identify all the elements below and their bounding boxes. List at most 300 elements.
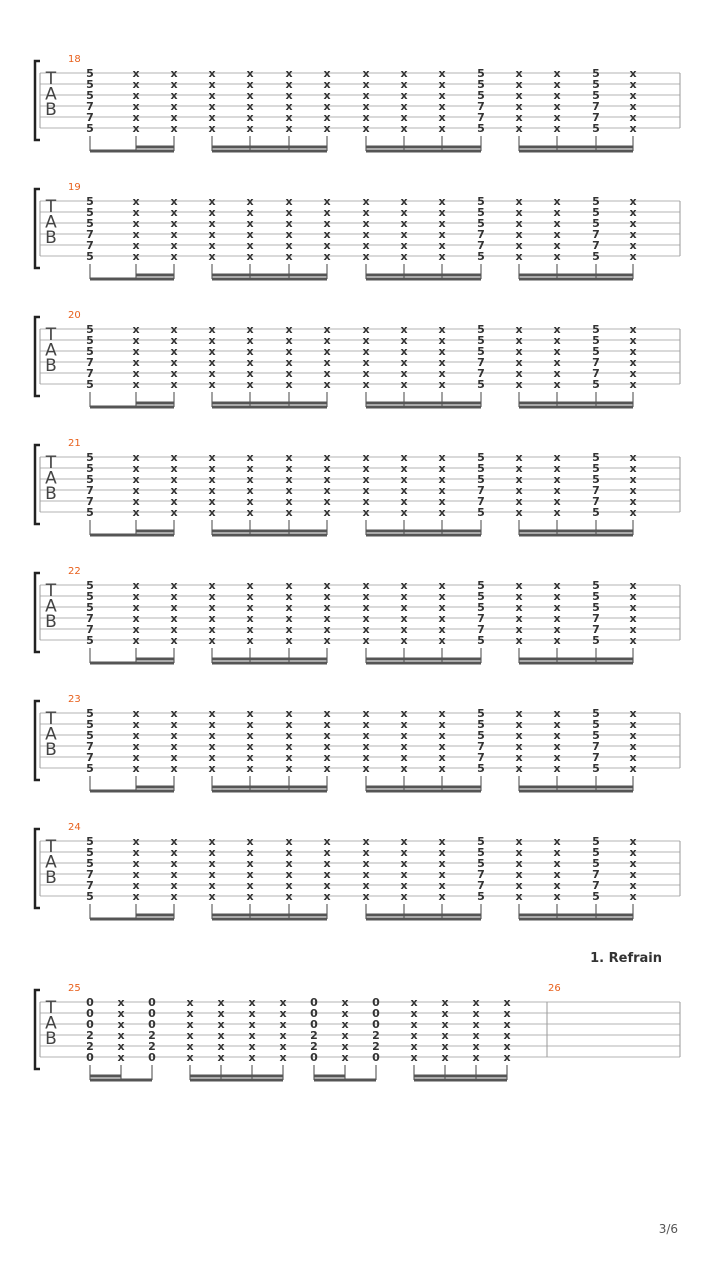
dead-note: x: [208, 506, 216, 519]
fret-number: 5: [86, 67, 94, 80]
dead-note: x: [208, 78, 216, 91]
dead-note: x: [132, 345, 140, 358]
fret-number: 5: [477, 579, 485, 592]
dead-note: x: [117, 1051, 125, 1064]
beam: [519, 790, 633, 793]
tab-clef-letter: A: [45, 596, 57, 617]
dead-note: x: [438, 762, 446, 775]
dead-note: x: [117, 996, 125, 1009]
dead-note: x: [400, 323, 408, 336]
dead-note: x: [285, 100, 293, 113]
dead-note: x: [362, 122, 370, 135]
fret-number: 7: [86, 495, 94, 508]
dead-note: x: [362, 484, 370, 497]
beam: [366, 530, 481, 533]
dead-note: x: [503, 1029, 511, 1042]
beam: [90, 1075, 121, 1078]
fret-number: 5: [477, 718, 485, 731]
dead-note: x: [246, 111, 254, 124]
dead-note: x: [400, 890, 408, 903]
fret-number: 5: [477, 378, 485, 391]
dead-note: x: [246, 729, 254, 742]
dead-note: x: [132, 367, 140, 380]
fret-number: 5: [477, 835, 485, 848]
fret-number: 0: [372, 1007, 380, 1020]
dead-note: x: [186, 1018, 194, 1031]
fret-number: 0: [86, 996, 94, 1009]
dead-note: x: [279, 996, 287, 1009]
dead-note: x: [208, 345, 216, 358]
dead-note: x: [170, 462, 178, 475]
measure-number: 24: [68, 822, 81, 833]
dead-note: x: [246, 473, 254, 486]
fret-number: 7: [477, 356, 485, 369]
dead-note: x: [515, 879, 523, 892]
dead-note: x: [438, 634, 446, 647]
fret-number: 5: [477, 323, 485, 336]
dead-note: x: [553, 239, 561, 252]
dead-note: x: [246, 100, 254, 113]
dead-note: x: [170, 740, 178, 753]
dead-note: x: [362, 835, 370, 848]
dead-note: x: [285, 89, 293, 102]
dead-note: x: [248, 1029, 256, 1042]
tab-clef-letter: T: [45, 69, 57, 89]
dead-note: x: [515, 762, 523, 775]
beam: [519, 918, 633, 921]
dead-note: x: [438, 195, 446, 208]
fret-number: 5: [477, 890, 485, 903]
dead-note: x: [503, 1051, 511, 1064]
tab-clef-letter: T: [45, 998, 57, 1018]
dead-note: x: [553, 195, 561, 208]
system-bracket: [35, 61, 40, 140]
dead-note: x: [629, 195, 637, 208]
dead-note: x: [438, 100, 446, 113]
dead-note: x: [170, 506, 178, 519]
fret-number: 5: [592, 579, 600, 592]
dead-note: x: [132, 111, 140, 124]
beam: [519, 146, 633, 149]
beam: [136, 402, 174, 405]
dead-note: x: [438, 579, 446, 592]
dead-note: x: [400, 345, 408, 358]
dead-note: x: [132, 612, 140, 625]
dead-note: x: [208, 356, 216, 369]
dead-note: x: [170, 623, 178, 636]
dead-note: x: [441, 1029, 449, 1042]
beam: [136, 146, 174, 149]
dead-note: x: [438, 495, 446, 508]
fret-number: 5: [86, 890, 94, 903]
dead-note: x: [246, 751, 254, 764]
beam: [90, 918, 174, 921]
dead-note: x: [515, 451, 523, 464]
measure-number: 23: [68, 694, 81, 705]
dead-note: x: [400, 78, 408, 91]
fret-number: 7: [592, 228, 600, 241]
dead-note: x: [515, 239, 523, 252]
fret-number: 7: [477, 100, 485, 113]
dead-note: x: [285, 67, 293, 80]
fret-number: 5: [477, 217, 485, 230]
dead-note: x: [323, 67, 331, 80]
fret-number: 5: [477, 762, 485, 775]
beam: [366, 150, 481, 153]
dead-note: x: [441, 1018, 449, 1031]
fret-number: 5: [592, 634, 600, 647]
fret-number: 7: [86, 612, 94, 625]
dead-note: x: [362, 762, 370, 775]
dead-note: x: [362, 751, 370, 764]
dead-note: x: [400, 762, 408, 775]
dead-note: x: [323, 367, 331, 380]
dead-note: x: [362, 506, 370, 519]
dead-note: x: [323, 111, 331, 124]
tab-clef-letter: B: [45, 228, 57, 248]
dead-note: x: [362, 89, 370, 102]
dead-note: x: [285, 623, 293, 636]
tab-clef-letter: A: [45, 84, 57, 105]
dead-note: x: [438, 111, 446, 124]
dead-note: x: [438, 89, 446, 102]
dead-note: x: [170, 345, 178, 358]
dead-note: x: [132, 356, 140, 369]
dead-note: x: [515, 868, 523, 881]
fret-number: 5: [592, 857, 600, 870]
dead-note: x: [438, 473, 446, 486]
system-bracket: [35, 317, 40, 396]
beam: [519, 658, 633, 661]
fret-number: 7: [592, 100, 600, 113]
dead-note: x: [246, 590, 254, 603]
fret-number: 5: [592, 67, 600, 80]
dead-note: x: [438, 484, 446, 497]
dead-note: x: [208, 451, 216, 464]
beam: [90, 278, 174, 281]
section-label: 1. Refrain: [590, 951, 662, 966]
dead-note: x: [553, 356, 561, 369]
dead-note: x: [248, 1040, 256, 1053]
dead-note: x: [132, 334, 140, 347]
dead-note: x: [515, 835, 523, 848]
dead-note: x: [400, 356, 408, 369]
fret-number: 5: [592, 78, 600, 91]
dead-note: x: [117, 1029, 125, 1042]
dead-note: x: [629, 506, 637, 519]
fret-number: 7: [477, 111, 485, 124]
dead-note: x: [323, 634, 331, 647]
dead-note: x: [132, 462, 140, 475]
tab-clef-letter: T: [45, 709, 57, 729]
dead-note: x: [362, 879, 370, 892]
beam: [366, 658, 481, 661]
dead-note: x: [208, 111, 216, 124]
fret-number: 0: [148, 996, 156, 1009]
dead-note: x: [629, 612, 637, 625]
dead-note: x: [246, 612, 254, 625]
dead-note: x: [362, 718, 370, 731]
dead-note: x: [323, 835, 331, 848]
dead-note: x: [208, 634, 216, 647]
dead-note: x: [285, 890, 293, 903]
dead-note: x: [170, 451, 178, 464]
dead-note: x: [208, 835, 216, 848]
beam: [136, 530, 174, 533]
dead-note: x: [362, 473, 370, 486]
dead-note: x: [323, 334, 331, 347]
fret-number: 5: [592, 206, 600, 219]
dead-note: x: [553, 601, 561, 614]
dead-note: x: [246, 323, 254, 336]
dead-note: x: [285, 879, 293, 892]
dead-note: x: [515, 217, 523, 230]
fret-number: 5: [592, 89, 600, 102]
fret-number: 5: [592, 462, 600, 475]
dead-note: x: [208, 740, 216, 753]
dead-note: x: [553, 217, 561, 230]
dead-note: x: [362, 228, 370, 241]
dead-note: x: [515, 122, 523, 135]
dead-note: x: [515, 579, 523, 592]
fret-number: 2: [86, 1040, 94, 1053]
dead-note: x: [341, 996, 349, 1009]
dead-note: x: [323, 707, 331, 720]
fret-number: 7: [86, 239, 94, 252]
dead-note: x: [285, 451, 293, 464]
dead-note: x: [246, 601, 254, 614]
tab-clef-letter: A: [45, 852, 57, 873]
dead-note: x: [362, 378, 370, 391]
dead-note: x: [400, 740, 408, 753]
dead-note: x: [279, 1040, 287, 1053]
dead-note: x: [323, 78, 331, 91]
dead-note: x: [248, 1051, 256, 1064]
dead-note: x: [217, 996, 225, 1009]
dead-note: x: [132, 122, 140, 135]
beam: [190, 1075, 283, 1078]
dead-note: x: [208, 601, 216, 614]
tab-clef-letter: T: [45, 581, 57, 601]
page-number: 3/6: [658, 1222, 678, 1236]
beam: [366, 786, 481, 789]
dead-note: x: [285, 206, 293, 219]
beam: [519, 530, 633, 533]
fret-number: 5: [477, 707, 485, 720]
tab-clef-letter: A: [45, 1013, 57, 1034]
fret-number: 5: [592, 707, 600, 720]
tab-clef-letter: B: [45, 100, 57, 120]
fret-number: 5: [86, 122, 94, 135]
dead-note: x: [400, 868, 408, 881]
dead-note: x: [285, 378, 293, 391]
dead-note: x: [117, 1007, 125, 1020]
fret-number: 7: [592, 484, 600, 497]
fret-number: 5: [477, 846, 485, 859]
dead-note: x: [515, 495, 523, 508]
beam: [136, 658, 174, 661]
dead-note: x: [246, 367, 254, 380]
beam: [519, 662, 633, 665]
dead-note: x: [515, 367, 523, 380]
fret-number: 7: [477, 228, 485, 241]
dead-note: x: [132, 707, 140, 720]
dead-note: x: [438, 323, 446, 336]
dead-note: x: [515, 195, 523, 208]
dead-note: x: [400, 601, 408, 614]
dead-note: x: [170, 890, 178, 903]
dead-note: x: [285, 740, 293, 753]
dead-note: x: [515, 111, 523, 124]
fret-number: 7: [86, 111, 94, 124]
dead-note: x: [208, 890, 216, 903]
dead-note: x: [629, 484, 637, 497]
dead-note: x: [629, 228, 637, 241]
fret-number: 5: [477, 462, 485, 475]
fret-number: 5: [592, 473, 600, 486]
fret-number: 0: [372, 1051, 380, 1064]
fret-number: 7: [592, 239, 600, 252]
dead-note: x: [186, 1029, 194, 1042]
tab-clef-letter: B: [45, 356, 57, 376]
measure-number: 19: [68, 182, 81, 193]
dead-note: x: [438, 122, 446, 135]
dead-note: x: [629, 89, 637, 102]
dead-note: x: [629, 451, 637, 464]
dead-note: x: [323, 623, 331, 636]
dead-note: x: [170, 67, 178, 80]
dead-note: x: [362, 111, 370, 124]
dead-note: x: [323, 729, 331, 742]
dead-note: x: [362, 707, 370, 720]
fret-number: 5: [86, 762, 94, 775]
dead-note: x: [323, 250, 331, 263]
dead-note: x: [438, 67, 446, 80]
dead-note: x: [170, 484, 178, 497]
fret-number: 5: [86, 195, 94, 208]
system-bracket: [35, 573, 40, 652]
fret-number: 7: [477, 751, 485, 764]
dead-note: x: [208, 762, 216, 775]
dead-note: x: [208, 623, 216, 636]
system-bracket: [35, 189, 40, 268]
beam: [414, 1075, 507, 1078]
dead-note: x: [553, 250, 561, 263]
fret-number: 0: [86, 1007, 94, 1020]
dead-note: x: [553, 100, 561, 113]
beam: [90, 150, 174, 153]
dead-note: x: [246, 250, 254, 263]
dead-note: x: [410, 1040, 418, 1053]
dead-note: x: [208, 590, 216, 603]
dead-note: x: [553, 590, 561, 603]
dead-note: x: [323, 879, 331, 892]
dead-note: x: [323, 857, 331, 870]
tab-clef-letter: A: [45, 340, 57, 361]
dead-note: x: [285, 846, 293, 859]
dead-note: x: [362, 612, 370, 625]
dead-note: x: [441, 1040, 449, 1053]
dead-note: x: [400, 89, 408, 102]
fret-number: 7: [477, 623, 485, 636]
fret-number: 5: [592, 345, 600, 358]
dead-note: x: [362, 367, 370, 380]
dead-note: x: [323, 579, 331, 592]
dead-note: x: [132, 879, 140, 892]
dead-note: x: [553, 623, 561, 636]
dead-note: x: [629, 473, 637, 486]
dead-note: x: [323, 890, 331, 903]
fret-number: 5: [477, 729, 485, 742]
dead-note: x: [629, 345, 637, 358]
dead-note: x: [132, 451, 140, 464]
dead-note: x: [515, 334, 523, 347]
dead-note: x: [132, 100, 140, 113]
dead-note: x: [170, 579, 178, 592]
dead-note: x: [285, 334, 293, 347]
dead-note: x: [208, 729, 216, 742]
dead-note: x: [515, 378, 523, 391]
dead-note: x: [629, 751, 637, 764]
dead-note: x: [438, 78, 446, 91]
beam: [519, 786, 633, 789]
dead-note: x: [515, 89, 523, 102]
dead-note: x: [285, 323, 293, 336]
fret-number: 5: [86, 451, 94, 464]
dead-note: x: [515, 67, 523, 80]
fret-number: 7: [86, 879, 94, 892]
fret-number: 5: [86, 345, 94, 358]
dead-note: x: [400, 250, 408, 263]
tab-clef-letter: B: [45, 612, 57, 632]
dead-note: x: [285, 111, 293, 124]
dead-note: x: [285, 495, 293, 508]
fret-number: 5: [592, 590, 600, 603]
dead-note: x: [323, 356, 331, 369]
dead-note: x: [246, 868, 254, 881]
dead-note: x: [117, 1018, 125, 1031]
fret-number: 5: [86, 857, 94, 870]
dead-note: x: [132, 217, 140, 230]
fret-number: 5: [592, 506, 600, 519]
fret-number: 7: [86, 356, 94, 369]
beam: [212, 658, 327, 661]
dead-note: x: [629, 590, 637, 603]
dead-note: x: [553, 879, 561, 892]
dead-note: x: [186, 1040, 194, 1053]
dead-note: x: [400, 228, 408, 241]
dead-note: x: [208, 67, 216, 80]
fret-number: 7: [592, 740, 600, 753]
dead-note: x: [515, 590, 523, 603]
fret-number: 5: [86, 590, 94, 603]
dead-note: x: [285, 751, 293, 764]
fret-number: 5: [592, 762, 600, 775]
dead-note: x: [246, 484, 254, 497]
measure-number: 25: [68, 983, 81, 994]
fret-number: 7: [477, 484, 485, 497]
dead-note: x: [553, 740, 561, 753]
fret-number: 7: [592, 751, 600, 764]
dead-note: x: [170, 857, 178, 870]
dead-note: x: [503, 1018, 511, 1031]
beam: [90, 534, 174, 537]
dead-note: x: [553, 718, 561, 731]
dead-note: x: [217, 1029, 225, 1042]
fret-number: 5: [86, 835, 94, 848]
fret-number: 5: [86, 323, 94, 336]
dead-note: x: [503, 996, 511, 1009]
